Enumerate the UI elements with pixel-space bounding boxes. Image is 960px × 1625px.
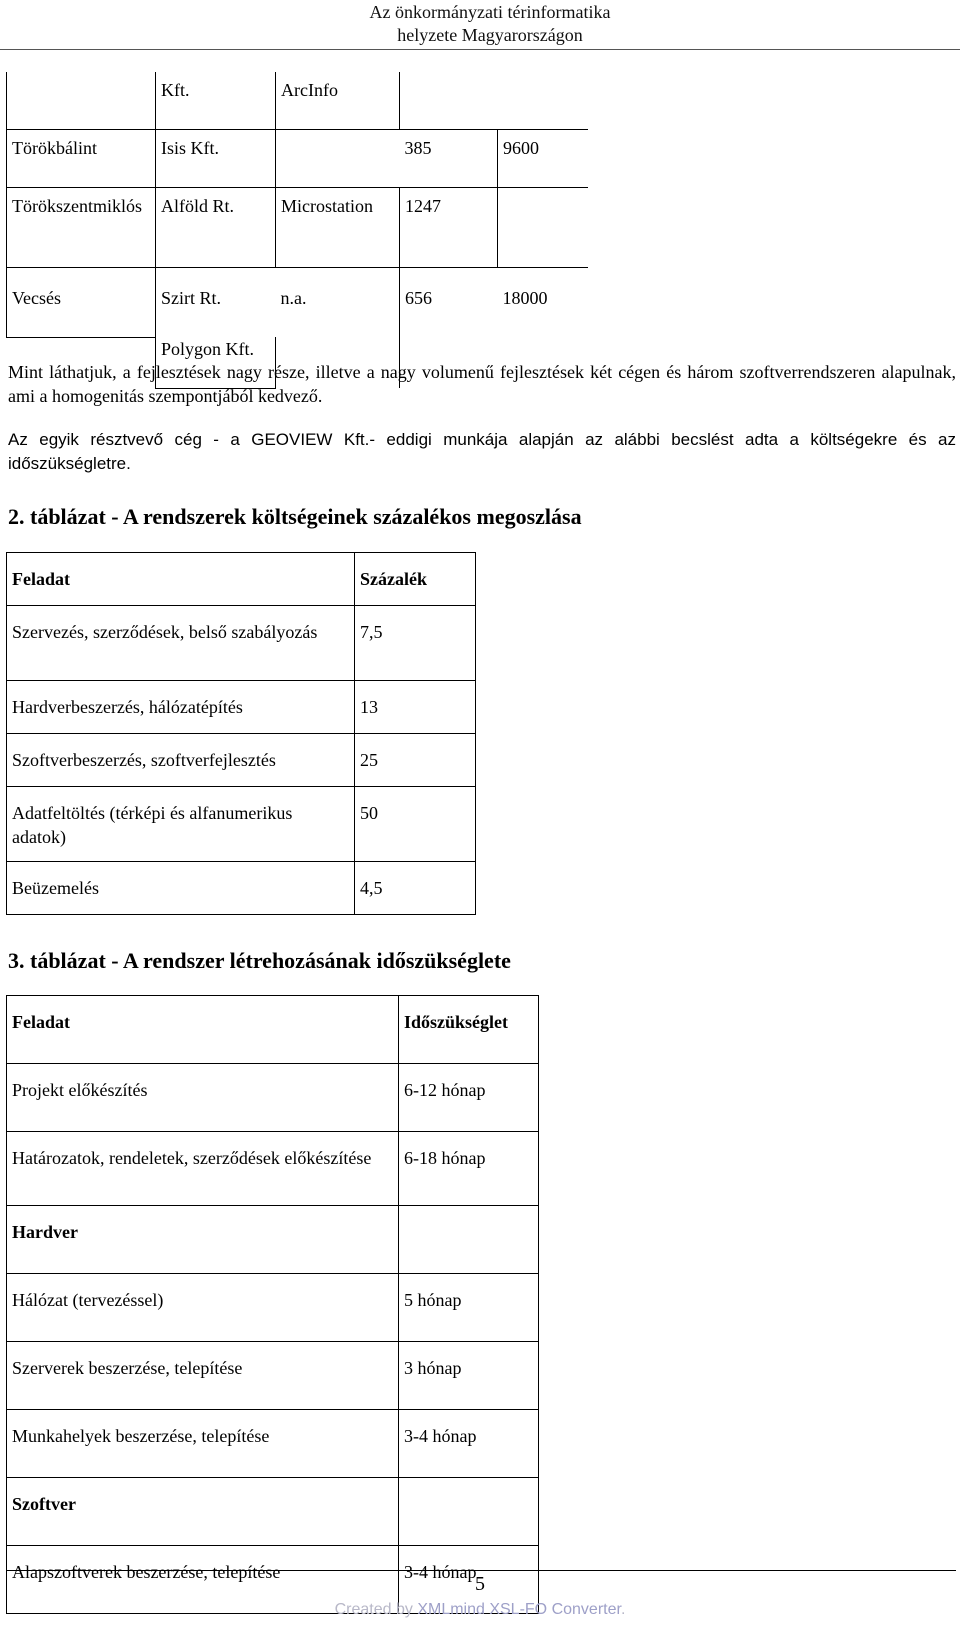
table-row [7,1410,539,1478]
value-cell: 9600 [498,130,589,188]
task-cell: Szoftverbeszerzés, szoftverfejlesztés [7,734,355,787]
time-cell: 5 hónap [399,1274,539,1342]
time-cell: 3-4 hónap [399,1546,539,1614]
time-cell: 3-4 hónap [399,1410,539,1478]
time-cell: 6-18 hónap [399,1132,539,1206]
value-cell: 385 [400,130,498,188]
software-cell: ArcInfo [276,72,400,130]
cost-distribution-table [6,552,476,915]
time-cell [399,1478,539,1546]
task-cell: Adatfeltöltés (térképi és alfanumerikus adatok) [7,787,355,862]
value-cell: 1247 [400,188,498,268]
table-header-row [7,996,539,1064]
column-header-percent [355,553,476,606]
company-cell: Alföld Rt. [156,188,276,268]
percent-cell: 4,5 [355,862,476,915]
time-cell: 6-12 hónap [399,1064,539,1132]
converter-credit [0,1601,960,1619]
section-heading-software: Szoftver [7,1478,399,1546]
table-row [7,862,476,915]
credit-brand-link[interactable]: XMLmind XSL-FO Converter [417,1601,621,1618]
city-cell: Vecsés [7,268,156,338]
time-cell: 3 hónap [399,1342,539,1410]
paragraph-homogeneity: Mint láthatjuk, a fejlesztések nagy része, illetve a nagy volumenű fejlesztések két cégen és három szoftverrendszeren alapulnak, ami a homogenitás szempontjából kedvező. [8,362,956,406]
footer-divider [6,1570,956,1571]
task-cell: Határozatok, rendeletek, szerződések előkészítése [7,1132,399,1206]
header-label: Feladat [12,1012,70,1032]
table3-caption: 3. táblázat - A rendszer létrehozásának időszükséglete [8,948,511,973]
task-cell: Szerverek beszerzése, telepítése [7,1342,399,1410]
table-row [7,1206,539,1274]
software-cell [276,130,400,188]
header-title-line2: helyzete Magyarországon [397,25,583,45]
value-cell [498,188,589,268]
table-row [7,787,476,862]
header-label: Százalék [360,569,427,589]
table-row [7,72,589,130]
percent-cell: 7,5 [355,606,476,681]
table-row [7,1132,539,1206]
page-header [0,0,960,50]
credit-suffix: . [620,1601,626,1618]
city-name: Törökszentmiklós [12,196,142,216]
task-cell: Projekt előkészítés [7,1064,399,1132]
section-heading-hardware: Hardver [7,1206,399,1274]
value-cell [498,72,589,130]
header-title-line1: Az önkormányzati térinformatika [369,2,611,22]
table-row [7,1342,539,1410]
task-cell: Hardverbeszerzés, hálózatépítés [7,681,355,734]
value-cell: 18000 [498,268,589,338]
table-row [7,681,476,734]
header-label: Időszükséglet [404,1012,509,1032]
table-row [7,1274,539,1342]
table-row [7,1478,539,1546]
table-row [7,606,476,681]
task-cell: Beüzemelés [7,862,355,915]
table-row [7,1064,539,1132]
header-label: Feladat [12,569,70,589]
value-cell: 656 [400,268,498,338]
value-cell [400,72,498,130]
table-row [7,734,476,787]
column-header-time [399,996,539,1064]
company-cell: Isis Kft. [156,130,276,188]
time-cell [399,1206,539,1274]
software-cell: Microstation [276,188,400,268]
percent-cell: 13 [355,681,476,734]
percent-cell: 25 [355,734,476,787]
column-header-task [7,553,355,606]
software-cell: n.a. [276,268,400,338]
city-cell: Törökbálint [7,130,156,188]
table-row [7,188,589,268]
table-row [7,268,589,338]
task-cell: Alapszoftverek beszerzése, telepítése [7,1546,399,1614]
company-cell: Polygon Kft. [156,337,276,388]
paragraph-geoview: Az egyik résztvevő cég - a GEOVIEW Kft.- eddigi munkája alapján az alábbi becslést adta a költségekre és az időszükségletre. [8,430,956,473]
column-header-task [7,996,399,1064]
city-cell [7,188,156,268]
credit-prefix: Created by [334,1601,418,1618]
company-cell: Szirt Rt. [156,268,276,338]
time-requirement-table [6,995,539,1614]
page-number: 5 [475,1573,485,1595]
company-cell: Kft. [156,72,276,130]
task-cell: Szervezés, szerződések, belső szabályozás [7,606,355,681]
table2-caption: 2. táblázat - A rendszerek költségeinek százalékos megoszlása [8,504,582,529]
table-row [7,130,589,188]
percent-cell: 50 [355,787,476,862]
table-header-row [7,553,476,606]
task-cell: Munkahelyek beszerzése, telepítése [7,1410,399,1478]
city-cell [7,72,156,130]
task-cell: Hálózat (tervezéssel) [7,1274,399,1342]
municipality-table [6,72,588,389]
